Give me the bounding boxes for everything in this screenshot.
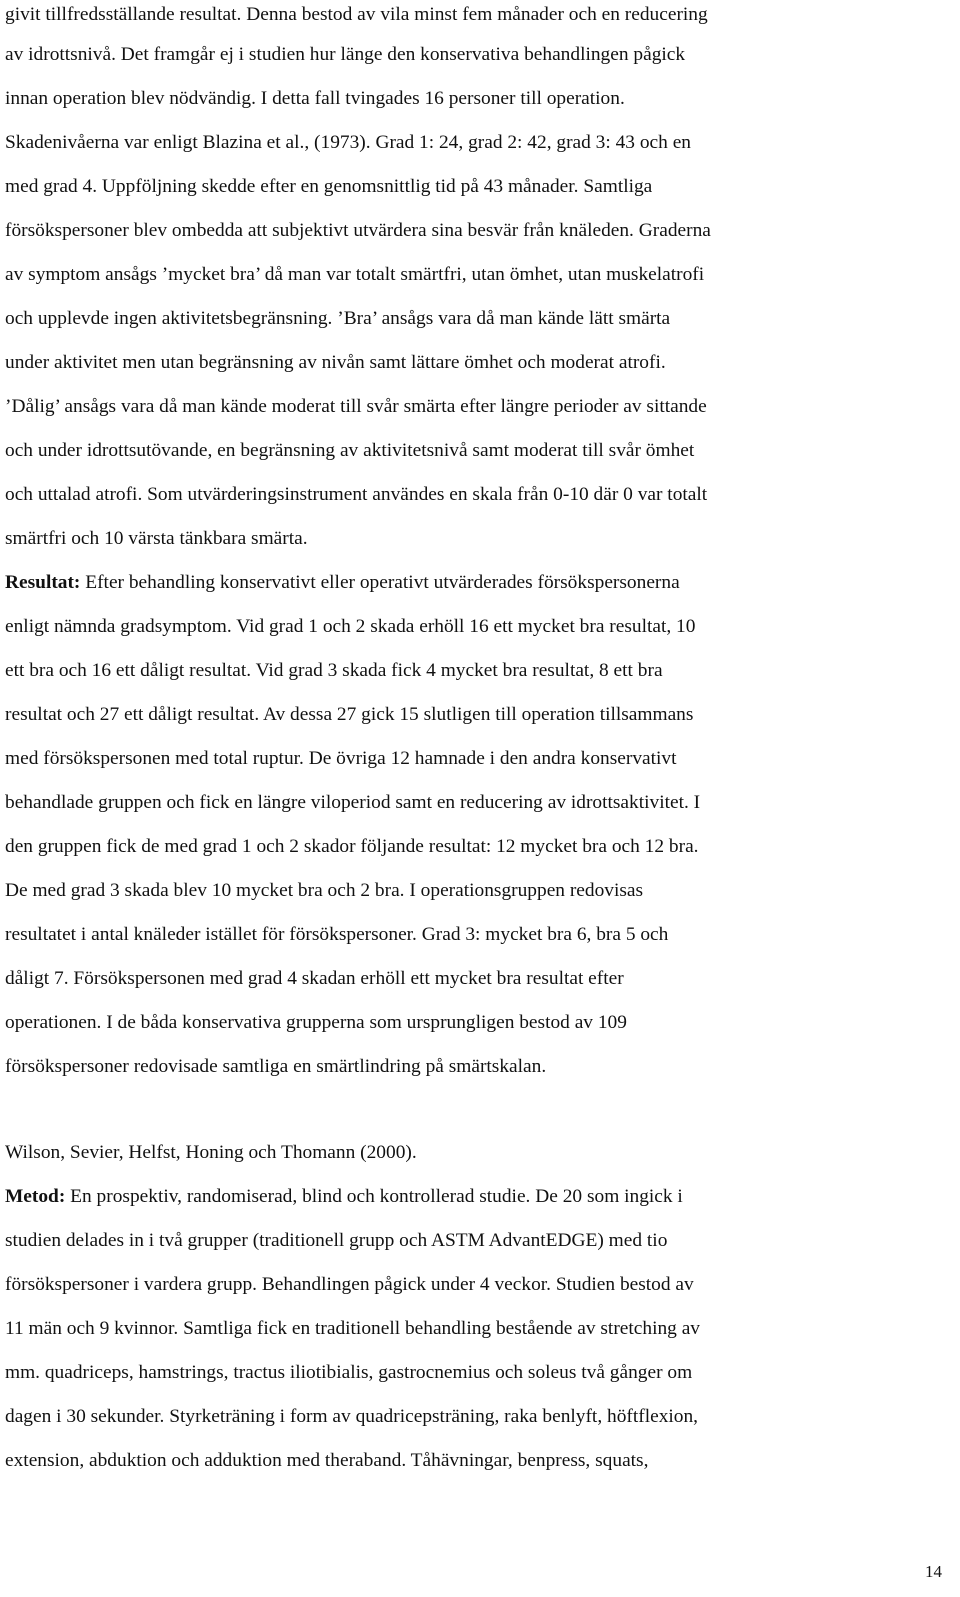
text-line: De med grad 3 skada blev 10 mycket bra och 2 bra. I operationsgruppen redovisas [5, 880, 644, 901]
text-line: under aktivitet men utan begränsning av nivån samt lättare ömhet och moderat atrofi. [5, 352, 666, 373]
text-line: behandlade gruppen och fick en längre viloperiod samt en reducering av idrottsaktivitet. I [5, 792, 701, 813]
method-line [5, 1182, 683, 1212]
text-line: och uttalad atrofi. Som utvärderingsinstrument användes en skala från 0-10 där 0 var totalt [5, 484, 708, 505]
text-line: 11 män och 9 kvinnor. Samtliga fick en traditionell behandling bestående av stretching av [5, 1318, 701, 1339]
text-line: resultatet i antal knäleder istället för försökspersoner. Grad 3: mycket bra 6, bra 5 och [5, 924, 669, 945]
text-line: dagen i 30 sekunder. Styrketräning i form av quadricepsträning, raka benlyft, höftflexion, [5, 1406, 699, 1427]
text-line: av symptom ansågs ’mycket bra’ då man var totalt smärtfri, utan ömhet, utan muskelatrofi [5, 264, 705, 285]
text-line: dåligt 7. Försökspersonen med grad 4 skadan erhöll ett mycket bra resultat efter [5, 968, 624, 989]
text-line: smärtfri och 10 värsta tänkbara smärta. [5, 528, 308, 549]
text-line: med försökspersonen med total ruptur. De övriga 12 hamnade i den andra konservativt [5, 748, 677, 769]
citation: Wilson, Sevier, Helfst, Honing och Thomann (2000). [5, 1142, 417, 1163]
result-label: Resultat: [5, 572, 81, 593]
result-line [5, 568, 680, 598]
text-line: ’Dålig’ ansågs vara då man kände moderat till svår smärta efter längre perioder av sittande [5, 396, 707, 417]
text-line: studien delades in i två grupper (traditionell grupp och ASTM AdvantEDGE) med tio [5, 1230, 668, 1251]
text-line: försökspersoner blev ombedda att subjektivt utvärdera sina besvär från knäleden. Graderna [5, 220, 711, 241]
page-number: 14 [925, 1562, 942, 1581]
text-line: försökspersoner redovisade samtliga en smärtlindring på smärtskalan. [5, 1056, 547, 1077]
text-line: innan operation blev nödvändig. I detta fall tvingades 16 personer till operation. [5, 88, 625, 109]
text-line: av idrottsnivå. Det framgår ej i studien hur länge den konservativa behandlingen pågick [5, 44, 686, 65]
text-line: med grad 4. Uppföljning skedde efter en genomsnittlig tid på 43 månader. Samtliga [5, 176, 653, 197]
text-line: försökspersoner i vardera grupp. Behandlingen pågick under 4 veckor. Studien bestod av [5, 1274, 694, 1295]
result-text: Efter behandling konservativt eller operativt utvärderades försökspersonerna [80, 572, 680, 593]
method-text: En prospektiv, randomiserad, blind och kontrollerad studie. De 20 som ingick i [65, 1186, 683, 1207]
text-line: och upplevde ingen aktivitetsbegränsning. ’Bra’ ansågs vara då man kände lätt smärta [5, 308, 671, 329]
text-line: extension, abduktion och adduktion med theraband. Tåhävningar, benpress, squats, [5, 1450, 649, 1471]
text-line: och under idrottsutövande, en begränsning av aktivitetsnivå samt moderat till svår ömhet [5, 440, 695, 461]
text-line: ett bra och 16 ett dåligt resultat. Vid grad 3 skada fick 4 mycket bra resultat, 8 ett bra [5, 660, 663, 681]
text-line: Skadenivåerna var enligt Blazina et al., (1973). Grad 1: 24, grad 2: 42, grad 3: 43 och en [5, 132, 692, 153]
text-line: givit tillfredsställande resultat. Denna bestod av vila minst fem månader och en reducering [5, 4, 708, 25]
text-line: enligt nämnda gradsymptom. Vid grad 1 och 2 skada erhöll 16 ett mycket bra resultat, 10 [5, 616, 696, 637]
text-line: resultat och 27 ett dåligt resultat. Av dessa 27 gick 15 slutligen till operation tillsammans [5, 704, 694, 725]
method-label: Metod: [5, 1186, 66, 1207]
text-line: mm. quadriceps, hamstrings, tractus iliotibialis, gastrocnemius och soleus två gånger om [5, 1362, 693, 1383]
text-line: operationen. I de båda konservativa grupperna som ursprungligen bestod av 109 [5, 1012, 627, 1033]
text-line: den gruppen fick de med grad 1 och 2 skador följande resultat: 12 mycket bra och 12 bra. [5, 836, 699, 857]
